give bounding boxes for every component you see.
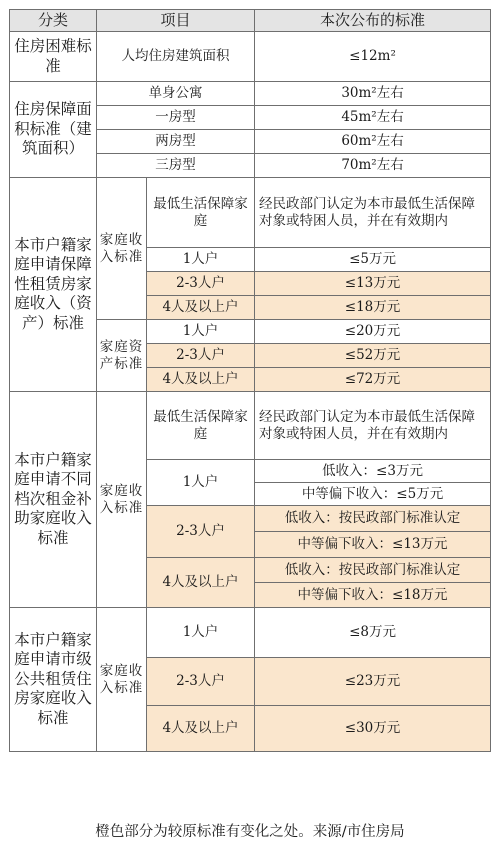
item-cell: 单身公寓 xyxy=(97,82,255,106)
item-cell: 人均住房建筑面积 xyxy=(97,32,255,82)
item-cell: 4人及以上户 xyxy=(147,706,255,752)
category-cell: 住房困难标准 xyxy=(10,32,97,82)
value-cell: ≤12m² xyxy=(255,32,491,82)
housing-standards-table xyxy=(9,9,491,752)
note-cell: 经民政部门认定为本市最低生活保障对象或特困人员，并在有效期内 xyxy=(255,392,491,460)
header-item: 项目 xyxy=(97,10,255,32)
item-cell: 4人及以上户 xyxy=(147,296,255,320)
item-cell: 1人户 xyxy=(147,248,255,272)
subcategory-cell: 家庭收入标准 xyxy=(97,178,147,320)
table-row xyxy=(10,32,491,82)
value-cell: ≤23万元 xyxy=(255,658,491,706)
source-caption: 橙色部分为较原标准有变化之处。来源/市住房局 xyxy=(95,824,405,840)
item-cell: 1人户 xyxy=(147,608,255,658)
table-row xyxy=(10,82,491,106)
item-cell: 最低生活保障家庭 xyxy=(147,178,255,248)
header-category: 分类 xyxy=(10,10,97,32)
value-cell: ≤8万元 xyxy=(255,608,491,658)
item-cell: 4人及以上户 xyxy=(147,558,255,608)
value-cell: 低收入：按民政部门标准认定 xyxy=(255,506,491,532)
item-cell: 2-3人户 xyxy=(147,344,255,368)
category-cell: 本市户籍家庭申请市级公共租赁住房家庭收入标准 xyxy=(10,608,97,752)
item-cell: 两房型 xyxy=(97,130,255,154)
value-cell: 45m²左右 xyxy=(255,106,491,130)
item-cell: 4人及以上户 xyxy=(147,368,255,392)
item-cell: 最低生活保障家庭 xyxy=(147,392,255,460)
table-row xyxy=(10,178,491,248)
table-row xyxy=(10,392,491,460)
category-cell: 本市户籍家庭申请保障性租赁房家庭收入（资产）标准 xyxy=(10,178,97,392)
value-cell: 中等偏下收入：≤5万元 xyxy=(255,483,491,506)
subcategory-cell: 家庭收入标准 xyxy=(97,608,147,752)
value-cell: ≤13万元 xyxy=(255,272,491,296)
value-cell: 低收入：按民政部门标准认定 xyxy=(255,558,491,583)
item-cell: 三房型 xyxy=(97,154,255,178)
table-row xyxy=(10,608,491,658)
item-cell: 一房型 xyxy=(97,106,255,130)
table-header-row xyxy=(10,10,491,32)
value-cell: ≤5万元 xyxy=(255,248,491,272)
note-cell: 经民政部门认定为本市最低生活保障对象或特困人员，并在有效期内 xyxy=(255,178,491,248)
item-cell: 2-3人户 xyxy=(147,658,255,706)
header-standard: 本次公布的标准 xyxy=(255,10,491,32)
value-cell: ≤30万元 xyxy=(255,706,491,752)
value-cell: ≤20万元 xyxy=(255,320,491,344)
subcategory-cell: 家庭收入标准 xyxy=(97,392,147,608)
value-cell: 低收入：≤3万元 xyxy=(255,460,491,483)
value-cell: 60m²左右 xyxy=(255,130,491,154)
category-cell: 住房保障面积标准（建筑面积） xyxy=(10,82,97,178)
value-cell: ≤52万元 xyxy=(255,344,491,368)
item-cell: 2-3人户 xyxy=(147,506,255,558)
item-cell: 1人户 xyxy=(147,320,255,344)
subcategory-cell: 家庭资产标准 xyxy=(97,320,147,392)
value-cell: 中等偏下收入：≤13万元 xyxy=(255,532,491,558)
value-cell: 中等偏下收入：≤18万元 xyxy=(255,583,491,608)
item-cell: 1人户 xyxy=(147,460,255,506)
value-cell: ≤72万元 xyxy=(255,368,491,392)
category-cell: 本市户籍家庭申请不同档次租金补助家庭收入标准 xyxy=(10,392,97,608)
value-cell: 70m²左右 xyxy=(255,154,491,178)
value-cell: ≤18万元 xyxy=(255,296,491,320)
value-cell: 30m²左右 xyxy=(255,82,491,106)
item-cell: 2-3人户 xyxy=(147,272,255,296)
